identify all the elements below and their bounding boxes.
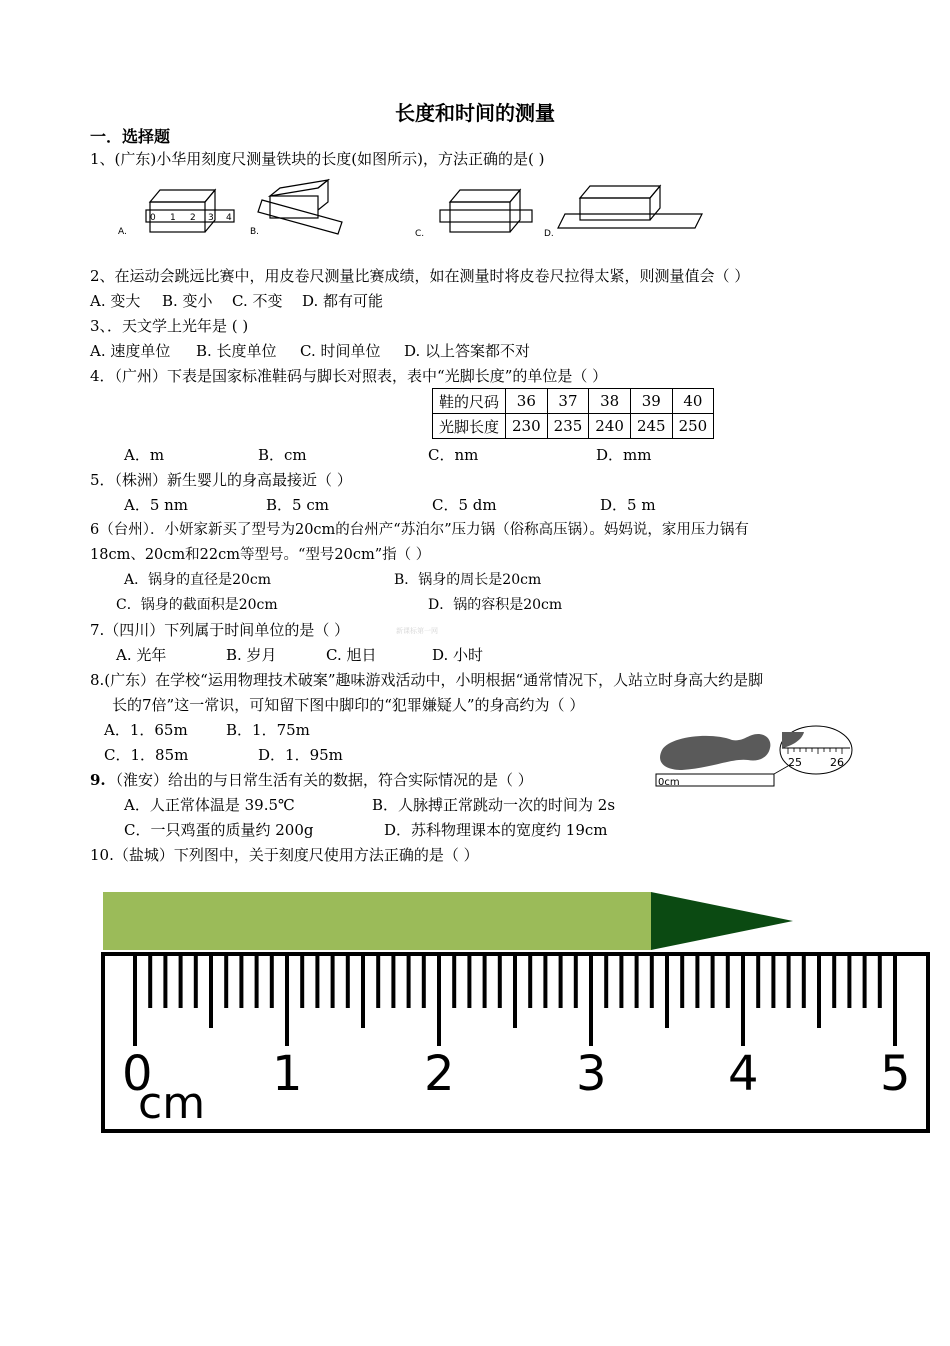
q7-option-a: A. 光年 [116,646,167,664]
question-9-number: 9. [90,771,106,789]
table-cell: 38 [589,389,631,414]
q2-option-c: C. 不变 [232,292,283,310]
q1-tick: 3 [208,213,214,223]
q6-option-b: B．锅身的周长是20cm [394,572,542,588]
ruler-label-2: 2 [424,1046,455,1102]
table-cell: 230 [506,414,548,439]
pencil-tip [651,892,793,950]
question-8-stem-line2: 长的7倍”这一常识，可知留下图中脚印的“犯罪嫌疑人”的身高约为（ ） [112,696,585,714]
q3-option-c: C. 时间单位 [300,342,381,360]
question-7-stem: 7.（四川）下列属于时间单位的是（ ） [90,621,350,639]
question-1-figure [110,178,710,244]
q5-option-b: B．5 cm [266,496,329,514]
ruler-label-1: 1 [272,1046,303,1102]
question-8-stem-line1: 8.(广东）在学校“运用物理技术破案”趣味游戏活动中，小明根据“通常情况下，人站立时身高大约是脚 [90,671,764,689]
q5-option-a: A．5 nm [124,496,189,514]
question-5-stem: 5．（株洲）新生婴儿的身高最接近（ ） [90,471,352,489]
question-10-stem: 10.（盐城）下列图中，关于刻度尺使用方法正确的是（ ） [90,846,479,864]
q2-option-a: A. 变大 [90,292,141,310]
question-3-stem: 3、．天文学上光年是 ( ) [90,317,249,335]
q6-option-c: C．锅身的截面积是20cm [116,597,278,613]
footprint-figure [652,722,858,794]
question-2-stem: 2、在运动会跳远比赛中，用皮卷尺测量比赛成绩，如在测量时将皮卷尺拉得太紧，则测量值会（ ） [90,267,750,285]
pencil-body [103,892,651,950]
q4-option-c: C．nm [428,446,479,464]
table-cell: 36 [506,389,548,414]
q1-label-a: A. [118,227,127,237]
q2-option-b: B. 变小 [162,292,213,310]
shoe-size-table [432,388,714,439]
q9-option-d: D．苏科物理课本的宽度约 19cm [384,821,608,839]
q4-option-a: A．m [124,446,165,464]
table-cell: 245 [630,414,672,439]
table-cell: 250 [672,414,714,439]
ruler-unit: cm [138,1078,206,1129]
q3-option-a: A. 速度单位 [90,342,171,360]
ruler-label-5: 5 [880,1046,911,1102]
q9-option-a: A．人正常体温是 39.5℃ [124,796,295,814]
q1-tick: 4 [226,213,232,223]
question-6-stem-line1: 6（台州）．小妍家新买了型号为20cm的台州产“苏泊尔”压力锅（俗称高压锅）。妈妈说，家用压力锅有 [90,522,749,538]
question-4-stem: 4．（广州）下表是国家标准鞋码与脚长对照表，表中“光脚长度”的单位是（ ） [90,367,608,385]
ruler-label-0: 0 [122,1046,153,1102]
ruler-label-4: 4 [728,1046,759,1102]
footprint-tick-25: 25 [788,756,802,769]
table-cell: 37 [547,389,589,414]
q5-option-c: C．5 dm [432,496,497,514]
q6-option-d: D．锅的容积是20cm [428,597,563,613]
q1-tick: 0 [150,213,156,223]
table-cell: 240 [589,414,631,439]
q4-option-d: D．mm [596,446,652,464]
q8-option-c: C．1．85m [104,746,189,764]
q7-option-d: D. 小时 [432,646,484,664]
q8-option-d: D．1．95m [258,746,343,764]
q4-option-b: B．cm [258,446,307,464]
section-heading: 一．选择题 [90,127,171,146]
table-cell: 40 [672,389,714,414]
q9-option-c: C．一只鸡蛋的质量约 200g [124,821,314,839]
q3-option-d: D. 以上答案都不对 [404,342,531,360]
footprint-shape [660,734,770,770]
q1-tick: 2 [190,213,196,223]
q8-option-a: A．1．65m [104,721,188,739]
footprint-ruler-zero: 0cm [658,777,680,788]
q7-option-b: B. 岁月 [226,646,277,664]
table-row [433,414,714,439]
ruler-label-3: 3 [576,1046,607,1102]
table-cell: 光脚长度 [433,414,506,439]
table-cell: 39 [630,389,672,414]
q6-option-a: A．锅身的直径是20cm [124,572,272,588]
table-cell: 鞋的尺码 [433,389,506,414]
watermark: 新课标第一网 [396,627,438,635]
q8-option-b: B．1．75m [226,721,310,739]
footprint-tick-26: 26 [830,756,844,769]
page-title: 长度和时间的测量 [395,101,555,125]
ruler-figure [0,880,950,1140]
question-6-stem-line2: 18cm、20cm和22cm等型号。“型号20cm”指（ ） [90,547,431,563]
q1-tick: 1 [170,213,176,223]
q5-option-d: D．5 m [600,496,656,514]
q1-label-b: B. [250,227,260,237]
q3-option-b: B. 长度单位 [196,342,277,360]
question-1-stem: 1、(广东)小华用刻度尺测量铁块的长度(如图所示)，方法正确的是( ) [90,150,545,168]
q9-option-b: B．人脉搏正常跳动一次的时间为 2s [372,796,616,814]
q1-label-c: C. [415,229,425,239]
q7-option-c: C. 旭日 [326,646,377,664]
table-row [433,389,714,414]
q1-label-d: D. [544,229,554,239]
question-9-stem: （淮安）给出的与日常生活有关的数据，符合实际情况的是（ ） [108,771,533,789]
table-cell: 235 [547,414,589,439]
q2-option-d: D. 都有可能 [302,292,384,310]
